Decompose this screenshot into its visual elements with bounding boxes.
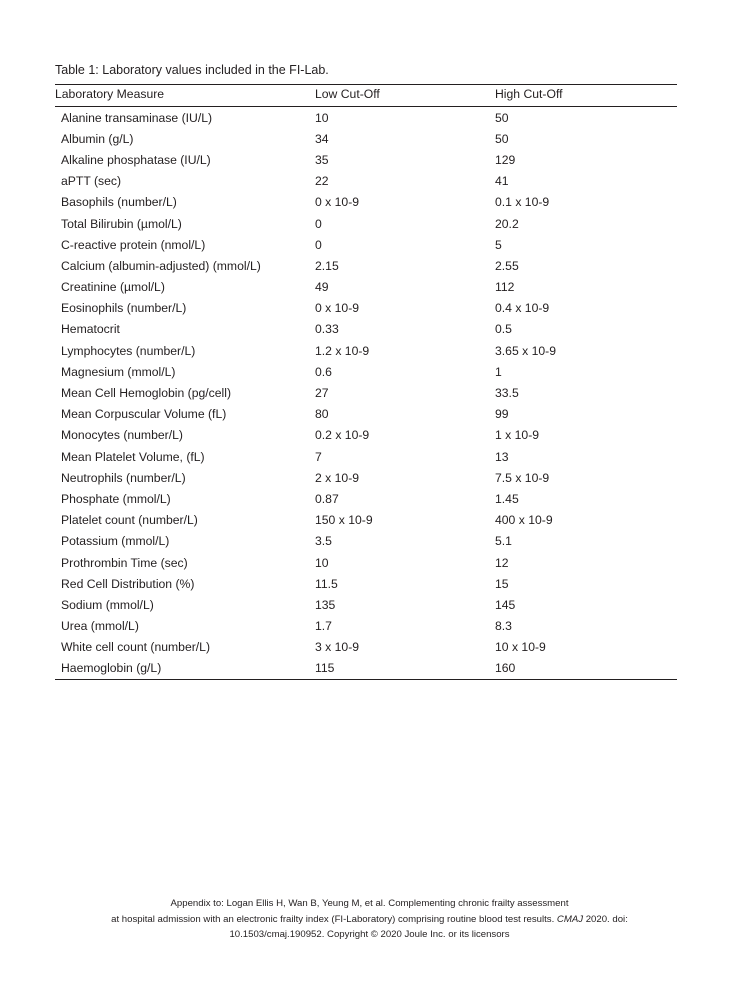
table-row bbox=[55, 446, 677, 467]
cell-low-cutoff: 10 bbox=[315, 110, 329, 125]
cell-low-cutoff: 2.15 bbox=[315, 258, 339, 273]
table-header bbox=[55, 85, 677, 107]
cell-measure: Haemoglobin (g/L) bbox=[55, 658, 315, 680]
table-row bbox=[55, 552, 677, 573]
footer-line-2-post: 2020. doi: bbox=[583, 913, 628, 925]
cell-measure: Urea (mmol/L) bbox=[61, 619, 139, 634]
lab-table-container bbox=[55, 62, 677, 680]
cell-measure: Creatinine (µmol/L) bbox=[61, 280, 165, 295]
cell-low-cutoff: 34 bbox=[315, 131, 329, 146]
cell-low-cutoff: 2 x 10-9 bbox=[315, 470, 360, 485]
cell-measure: Alanine transaminase (IU/L) bbox=[61, 110, 213, 125]
cell-low-cutoff: 49 bbox=[315, 280, 329, 295]
cell-low-cutoff: 0.33 bbox=[315, 322, 339, 337]
cell-measure: Calcium (albumin-adjusted) (mmol/L) bbox=[61, 258, 261, 273]
cell-measure: Monocytes (number/L) bbox=[61, 428, 183, 443]
table-row bbox=[55, 298, 677, 319]
cell-high-cutoff: 5 bbox=[495, 237, 502, 252]
cell-high-cutoff: 50 bbox=[495, 131, 509, 146]
cell-measure: White cell count (number/L) bbox=[61, 640, 211, 655]
cell-low-cutoff: 135 bbox=[315, 597, 336, 612]
cell-low-cutoff: 1.2 x 10-9 bbox=[315, 343, 370, 358]
page-footer bbox=[0, 896, 739, 943]
table-row bbox=[55, 467, 677, 488]
cell-measure: Mean Corpuscular Volume (fL) bbox=[61, 407, 227, 422]
cell-measure: Albumin (g/L) bbox=[61, 131, 134, 146]
table-row bbox=[55, 234, 677, 255]
cell-low-cutoff: 0.6 bbox=[315, 364, 332, 379]
cell-high-cutoff: 33.5 bbox=[495, 386, 519, 401]
table-row bbox=[55, 510, 677, 531]
cell-low-cutoff: 11.5 bbox=[315, 576, 338, 591]
cell-low-cutoff: 3 x 10-9 bbox=[315, 640, 360, 655]
cell-high-cutoff: 8.3 bbox=[495, 619, 512, 634]
cell-high-cutoff: 13 bbox=[495, 449, 509, 464]
cell-low-cutoff: 0.2 x 10-9 bbox=[315, 428, 370, 443]
cell-high-cutoff: 20.2 bbox=[495, 216, 519, 231]
table-title: Table 1: Laboratory values included in the FI-Lab. bbox=[55, 63, 329, 77]
cell-low-cutoff: 3.5 bbox=[315, 534, 332, 549]
table-row bbox=[55, 382, 677, 403]
table-row bbox=[55, 573, 677, 594]
table-row bbox=[55, 128, 677, 149]
cell-high-cutoff: 112 bbox=[495, 280, 515, 295]
cell-high-cutoff: 50 bbox=[495, 110, 509, 125]
cell-measure: Hematocrit bbox=[61, 322, 120, 337]
cell-high-cutoff: 5.1 bbox=[495, 534, 512, 549]
table-body bbox=[55, 107, 677, 680]
cell-high-cutoff: 0.5 bbox=[495, 322, 512, 337]
column-header-low-cutoff: Low Cut-Off bbox=[315, 85, 495, 107]
cell-high-cutoff: 12 bbox=[495, 555, 509, 570]
cell-measure: Potassium (mmol/L) bbox=[61, 534, 170, 549]
cell-low-cutoff: 1.7 bbox=[315, 619, 332, 634]
table-row bbox=[55, 531, 677, 552]
table-row bbox=[55, 425, 677, 446]
table-row bbox=[55, 192, 677, 213]
cell-high-cutoff: 0.1 x 10-9 bbox=[495, 195, 550, 210]
cell-measure: C-reactive protein (nmol/L) bbox=[61, 237, 206, 252]
cell-low-cutoff: 0 x 10-9 bbox=[315, 195, 360, 210]
table-row bbox=[55, 213, 677, 234]
table-row bbox=[55, 319, 677, 340]
cell-low-cutoff: 0 x 10-9 bbox=[315, 301, 360, 316]
cell-measure: Magnesium (mmol/L) bbox=[61, 364, 176, 379]
cell-high-cutoff: 7.5 x 10-9 bbox=[495, 470, 550, 485]
cell-measure: Basophils (number/L) bbox=[61, 195, 177, 210]
cell-measure: Eosinophils (number/L) bbox=[61, 301, 187, 316]
cell-low-cutoff: 0.87 bbox=[315, 491, 339, 506]
table-row bbox=[55, 658, 677, 680]
cell-low-cutoff: 0 bbox=[315, 237, 322, 252]
cell-low-cutoff: 115 bbox=[315, 658, 495, 680]
footer-line-1: Appendix to: Logan Ellis H, Wan B, Yeung M, et al. Complementing chronic frailty assessment bbox=[170, 898, 569, 909]
cell-high-cutoff: 3.65 x 10-9 bbox=[495, 343, 556, 358]
cell-low-cutoff: 150 x 10-9 bbox=[315, 513, 373, 528]
cell-measure: aPTT (sec) bbox=[61, 174, 122, 189]
cell-low-cutoff: 22 bbox=[315, 174, 329, 189]
table-header-row bbox=[55, 85, 677, 107]
cell-measure: Mean Cell Hemoglobin (pg/cell) bbox=[61, 386, 232, 401]
cell-measure: Alkaline phosphatase (IU/L) bbox=[61, 152, 211, 167]
cell-high-cutoff: 129 bbox=[495, 152, 516, 167]
cell-low-cutoff: 7 bbox=[315, 449, 322, 464]
cell-measure: Neutrophils (number/L) bbox=[61, 470, 186, 485]
table-row bbox=[55, 594, 677, 615]
cell-measure: Mean Platelet Volume, (fL) bbox=[61, 449, 205, 464]
cell-measure: Red Cell Distribution (%) bbox=[61, 576, 195, 591]
cell-high-cutoff: 99 bbox=[495, 407, 509, 422]
table-row bbox=[55, 488, 677, 509]
table-row bbox=[55, 361, 677, 382]
laboratory-values-table bbox=[55, 84, 677, 680]
column-header-high-cutoff: High Cut-Off bbox=[495, 85, 677, 107]
cell-high-cutoff: 1.45 bbox=[495, 491, 519, 506]
cell-high-cutoff: 0.4 x 10-9 bbox=[495, 301, 550, 316]
column-header-measure: Laboratory Measure bbox=[55, 85, 315, 107]
cell-high-cutoff: 10 x 10-9 bbox=[495, 640, 546, 655]
cell-high-cutoff: 160 bbox=[495, 658, 677, 680]
cell-high-cutoff: 1 bbox=[495, 364, 502, 379]
table-row bbox=[55, 255, 677, 276]
cell-high-cutoff: 145 bbox=[495, 597, 516, 612]
table-row bbox=[55, 616, 677, 637]
table-row bbox=[55, 277, 677, 298]
cell-measure: Total Bilirubin (µmol/L) bbox=[61, 216, 182, 231]
cell-high-cutoff: 1 x 10-9 bbox=[495, 428, 540, 443]
table-row bbox=[55, 404, 677, 425]
cell-measure: Sodium (mmol/L) bbox=[61, 597, 154, 612]
footer-line-2-pre: at hospital admission with an electronic frailty index (FI-Laboratory) comprising routine blood test results. bbox=[111, 913, 557, 925]
cell-high-cutoff: 400 x 10-9 bbox=[495, 513, 553, 528]
table-row bbox=[55, 340, 677, 361]
table-row bbox=[55, 149, 677, 170]
footer-journal-name: CMAJ bbox=[556, 913, 584, 925]
footer-line-2 bbox=[0, 912, 739, 928]
cell-low-cutoff: 10 bbox=[315, 555, 329, 570]
cell-measure: Phosphate (mmol/L) bbox=[61, 491, 171, 506]
cell-high-cutoff: 2.55 bbox=[495, 258, 519, 273]
table-row bbox=[55, 171, 677, 192]
table-row bbox=[55, 637, 677, 658]
cell-high-cutoff: 15 bbox=[495, 576, 509, 591]
footer-line-3: 10.1503/cmaj.190952. Copyright © 2020 Joule Inc. or its licensors bbox=[229, 929, 510, 940]
cell-low-cutoff: 80 bbox=[315, 407, 329, 422]
cell-measure: Prothrombin Time (sec) bbox=[61, 555, 188, 570]
cell-measure: Platelet count (number/L) bbox=[61, 513, 198, 528]
cell-high-cutoff: 41 bbox=[495, 174, 509, 189]
cell-low-cutoff: 35 bbox=[315, 152, 329, 167]
cell-low-cutoff: 27 bbox=[315, 386, 329, 401]
table-row bbox=[55, 107, 677, 129]
cell-measure: Lymphocytes (number/L) bbox=[61, 343, 196, 358]
cell-low-cutoff: 0 bbox=[315, 216, 322, 231]
